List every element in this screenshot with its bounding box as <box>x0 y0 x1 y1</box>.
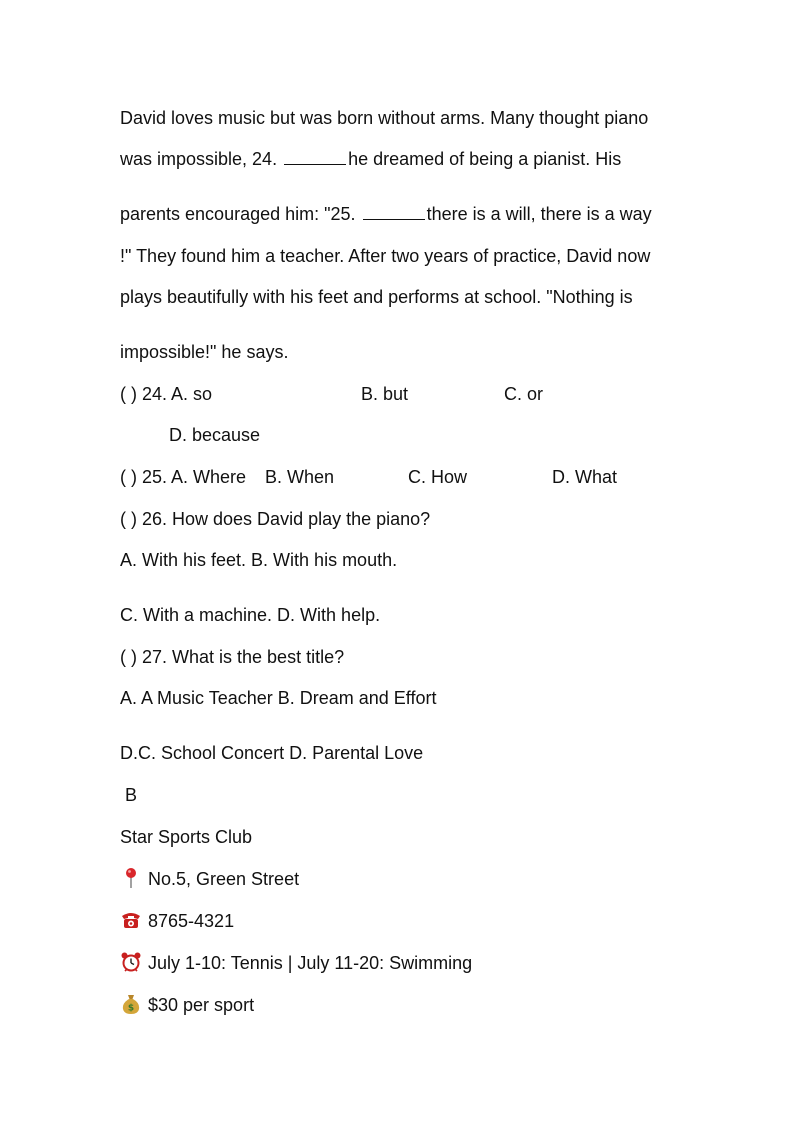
club-phone-row <box>120 909 234 932</box>
passage-line-2-end: he dreamed of being a pianist. His <box>348 149 622 169</box>
passage-line-2 <box>120 148 621 170</box>
passage-line-6: impossible!" he says. <box>120 342 289 362</box>
money-bag-icon <box>120 993 142 1015</box>
club-phone: 8765-4321 <box>148 911 235 931</box>
q26-options-cd: C. With a machine. D. With help. <box>120 605 381 625</box>
round-pushpin-icon <box>120 867 142 889</box>
club-address-row <box>120 867 299 890</box>
club-title: Star Sports Club <box>120 827 253 847</box>
passage-line-3-end: there is a will, there is a way <box>426 204 652 224</box>
blank-25[interactable] <box>363 203 425 220</box>
passage-line-3-start: parents encouraged him: "25. <box>120 204 356 224</box>
passage-line-3 <box>120 203 652 225</box>
q27-options-cd: D.C. School Concert D. Parental Love <box>120 743 424 763</box>
q26-options-ab: A. With his feet. B. With his mouth. <box>120 550 398 570</box>
q26-stem: ( ) 26. How does David play the piano? <box>120 509 431 529</box>
passage-line-2-start: was impossible, 24. <box>120 149 278 169</box>
alarm-clock-icon <box>120 951 142 973</box>
q25-option-b: B. When <box>265 467 335 487</box>
passage-line-5: plays beautifully with his feet and performs at school. "Nothing is <box>120 287 633 307</box>
blank-24[interactable] <box>284 148 346 165</box>
q25-option-d: D. What <box>552 467 618 487</box>
club-price: $30 per sport <box>148 995 255 1015</box>
q27-options-ab: A. A Music Teacher B. Dream and Effort <box>120 688 437 708</box>
q25-stem: ( ) 25. A. Where <box>120 467 247 487</box>
club-price-row <box>120 993 254 1016</box>
q24-stem: ( ) 24. A. so <box>120 384 213 404</box>
club-schedule-row <box>120 951 472 974</box>
q24-option-c: C. or <box>504 384 544 404</box>
club-address: No.5, Green Street <box>148 869 300 889</box>
q27-stem: ( ) 27. What is the best title? <box>120 647 345 667</box>
svg-text:$: $ <box>127 1003 135 1014</box>
telephone-icon <box>120 909 142 931</box>
section-b-label: B <box>120 785 138 805</box>
passage-line-4: !" They found him a teacher. After two years of practice, David now <box>120 246 651 266</box>
passage-line-1: David loves music but was born without arms. Many thought piano <box>120 108 649 128</box>
club-schedule: July 1-10: Tennis | July 11-20: Swimming <box>148 953 473 973</box>
q25-option-c: C. How <box>408 467 468 487</box>
q24-option-b: B. but <box>361 384 409 404</box>
q24-option-d: D. because <box>169 425 261 445</box>
